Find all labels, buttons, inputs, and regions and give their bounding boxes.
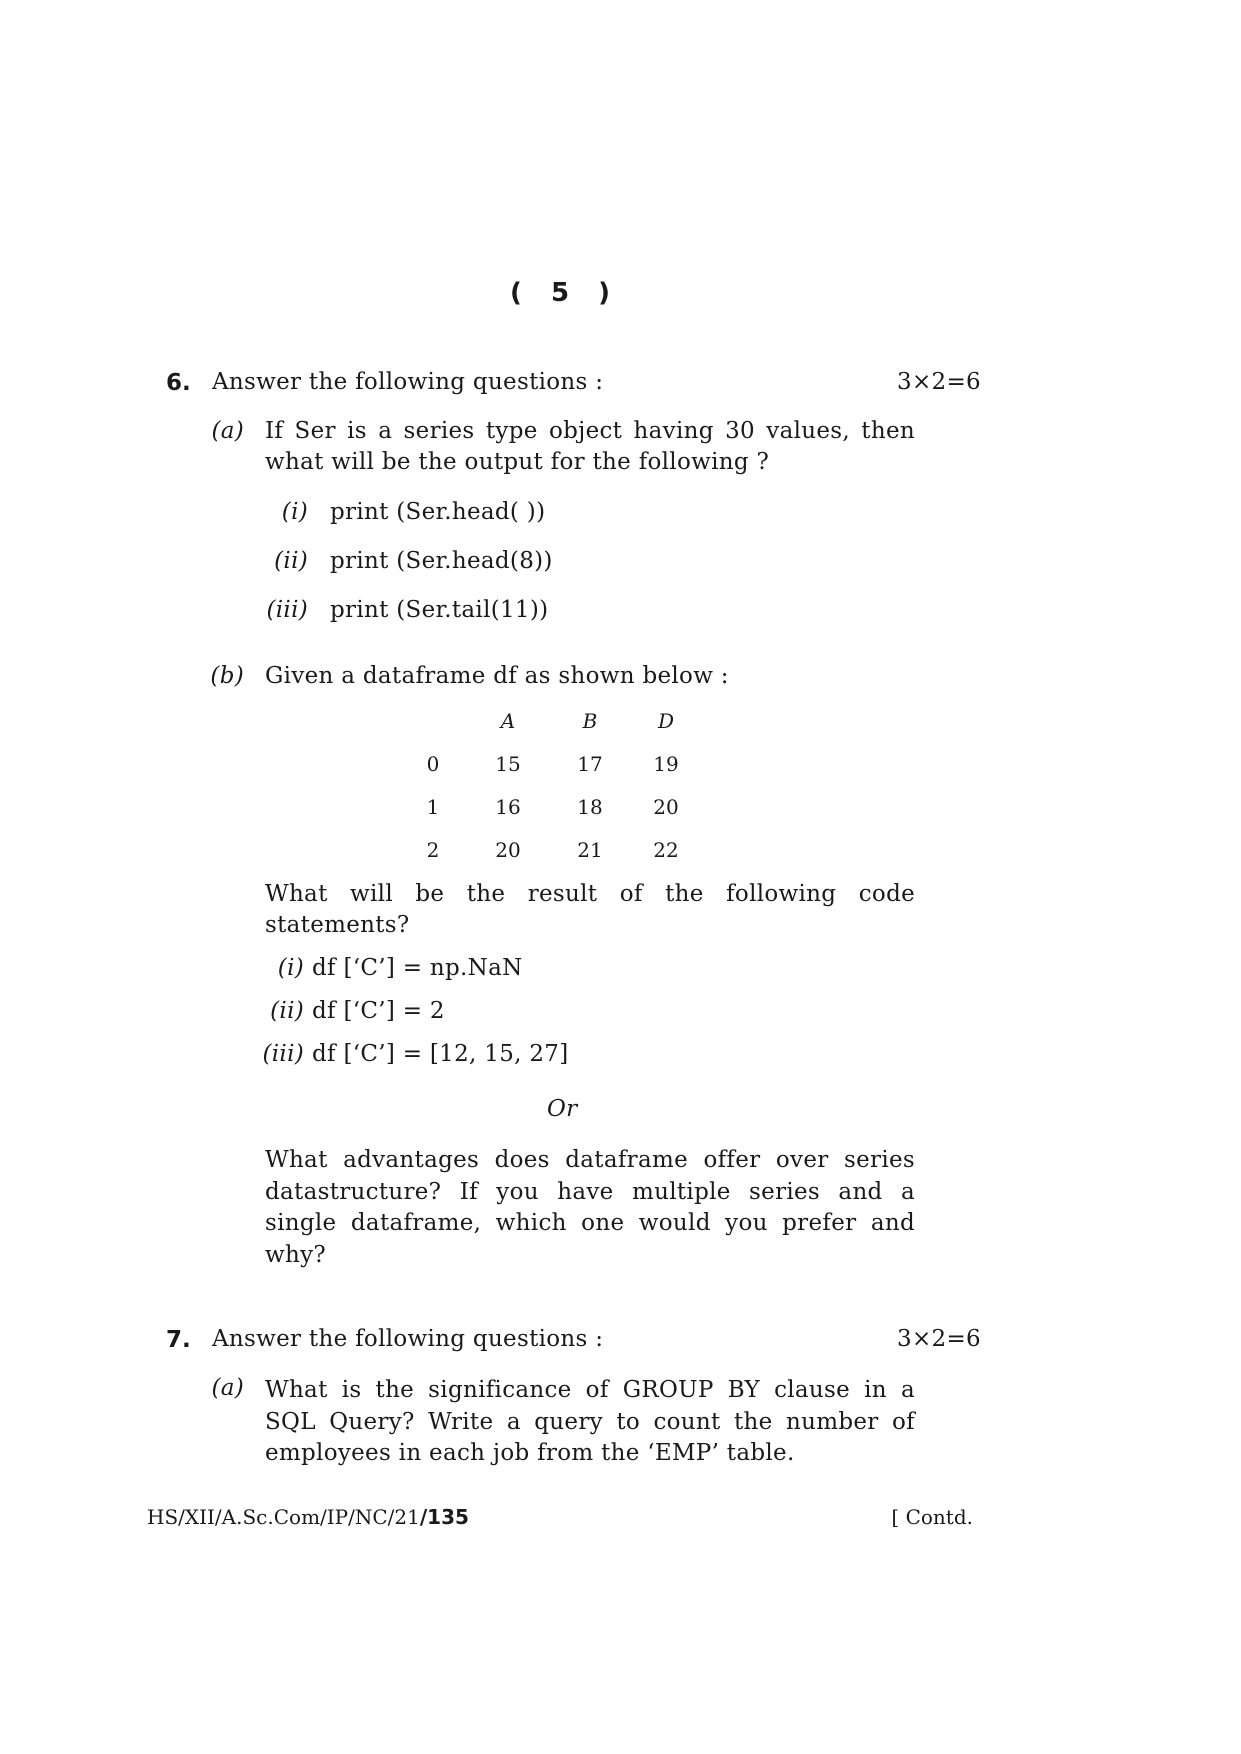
q6-b-item-iii-label: (iii) xyxy=(262,1041,304,1067)
question-7-title: Answer the following questions : xyxy=(212,1326,604,1352)
q6-part-a-line-1: If Ser is a series type object having 30 values, then xyxy=(265,418,915,444)
q6-a-item-i-label: (i) xyxy=(281,499,308,525)
q6-a-item-ii-text: print (Ser.head(8)) xyxy=(330,548,553,574)
or-separator: Or xyxy=(547,1096,578,1122)
df-row-index: 1 xyxy=(426,795,440,819)
q6-a-item-iii-text: print (Ser.tail(11)) xyxy=(330,597,549,623)
q6-b-item-i-text: df [‘C’] = np.NaN xyxy=(312,955,523,981)
question-6-marks: 3×2=6 xyxy=(897,369,981,395)
df-cell: 20 xyxy=(653,795,679,819)
q6-part-a-line-2: what will be the output for the following ? xyxy=(265,449,770,475)
q6-a-item-i-text: print (Ser.head( )) xyxy=(330,499,546,525)
question-6-number: 6. xyxy=(166,370,191,396)
footer-code-number: /135 xyxy=(419,1505,469,1529)
q6-part-b-label: (b) xyxy=(210,663,244,689)
q6-part-b-intro: Given a dataframe df as shown below : xyxy=(265,663,729,689)
page-number: ( 5 ) xyxy=(510,278,620,308)
q6-b-item-i-label: (i) xyxy=(277,955,304,981)
df-column-header: A xyxy=(500,709,516,733)
q6-b-question-line-2: statements? xyxy=(265,912,410,938)
q6-a-item-iii-label: (iii) xyxy=(266,597,308,623)
q7-part-a-label: (a) xyxy=(211,1375,244,1401)
q6-b-item-ii-text: df [‘C’] = 2 xyxy=(312,998,445,1024)
df-cell: 15 xyxy=(495,752,521,776)
question-7-number: 7. xyxy=(166,1327,191,1353)
df-cell: 21 xyxy=(577,838,603,862)
df-cell: 20 xyxy=(495,838,521,862)
q6-b-alternative-question: What advantages does dataframe offer over series datastructure? If you have multiple series and a single dataframe, which one would you prefer and why? xyxy=(265,1147,915,1268)
footer-code-text: HS/XII/A.Sc.Com/IP/NC/21 xyxy=(147,1505,420,1529)
question-6-title: Answer the following questions : xyxy=(212,369,604,395)
df-row-index: 2 xyxy=(426,838,440,862)
df-column-header: B xyxy=(582,709,598,733)
q7-part-a-text: What is the significance of GROUP BY clause in a SQL Query? Write a query to count the number of employees in each job from the ‘EMP’ table. xyxy=(265,1377,915,1466)
footer-contd: [ Contd. xyxy=(891,1505,973,1529)
q6-b-question-line-1: What will be the result of the following code xyxy=(265,881,915,907)
footer-paper-code xyxy=(147,1505,469,1529)
df-cell: 16 xyxy=(495,795,521,819)
df-cell: 19 xyxy=(653,752,679,776)
df-cell: 18 xyxy=(577,795,603,819)
q6-a-item-ii-label: (ii) xyxy=(274,548,308,574)
q6-b-item-ii-label: (ii) xyxy=(270,998,304,1024)
q6-part-a-label: (a) xyxy=(211,418,244,444)
df-cell: 22 xyxy=(653,838,679,862)
q6-b-item-iii-text: df [‘C’] = [12, 15, 27] xyxy=(312,1041,569,1067)
df-row-index: 0 xyxy=(426,752,440,776)
question-7-marks: 3×2=6 xyxy=(897,1326,981,1352)
df-column-header: D xyxy=(657,709,675,733)
df-cell: 17 xyxy=(577,752,603,776)
